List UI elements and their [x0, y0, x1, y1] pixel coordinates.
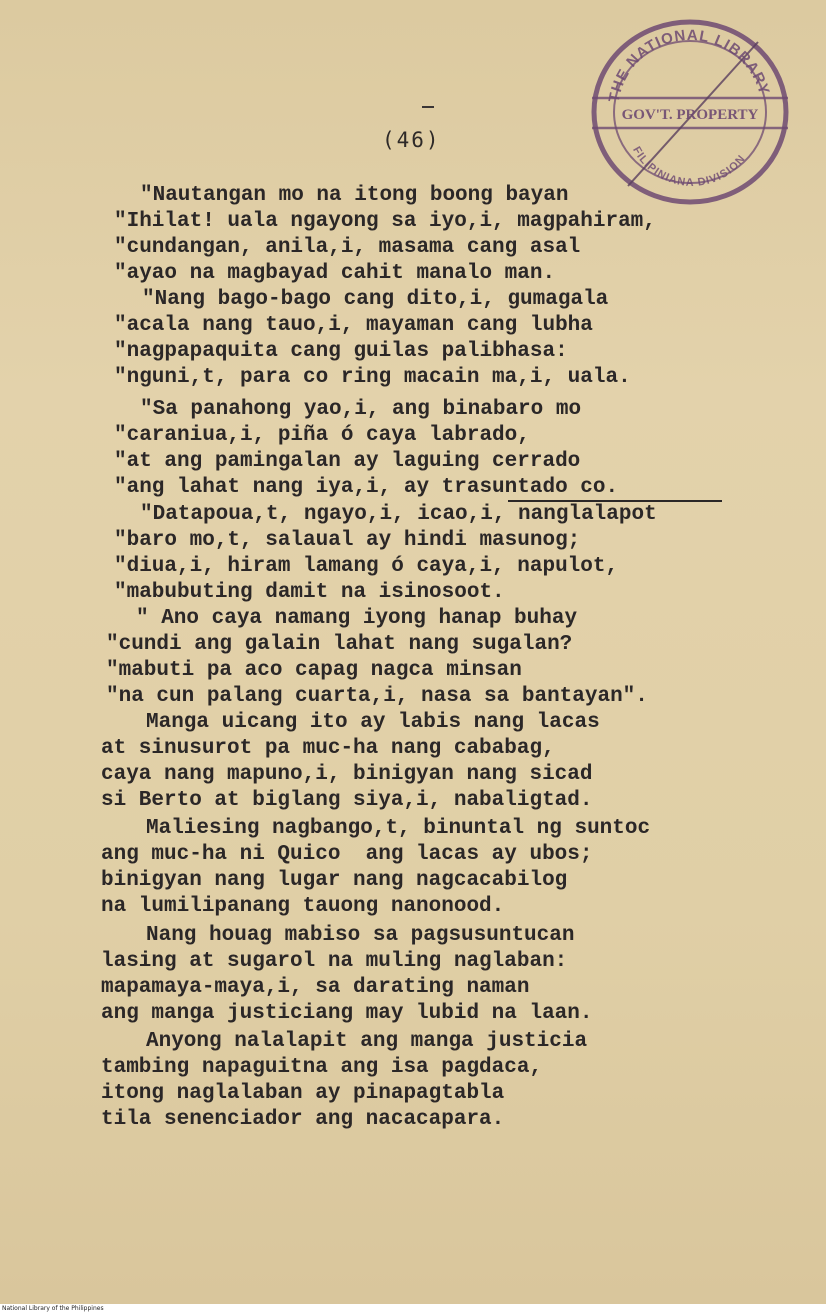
text-line: "mabuti pa aco capag nagca minsan [106, 659, 522, 682]
text-line: tambing napaguitna ang isa pagdaca, [101, 1056, 543, 1079]
text-line: "ayao na magbayad cahit manalo man. [114, 262, 556, 285]
text-line: itong naglalaban ay pinapagtabla [101, 1082, 505, 1105]
text-line: "baro mo,t, salaual ay hindi masunog; [114, 529, 581, 552]
text-line: mapamaya-maya,i, sa darating naman [101, 976, 530, 999]
text-line: "caraniua,i, piña ó caya labrado, [114, 424, 530, 447]
stamp-top-text: THE NATIONAL LIBRARY [605, 26, 773, 104]
text-line: " Ano caya namang iyong hanap buhay [136, 607, 578, 630]
text-line: ang muc-ha ni Quico ang lacas ay ubos; [101, 843, 593, 866]
text-line: si Berto at biglang siya,i, nabaligtad. [101, 789, 593, 812]
footer-credit: National Library of the Philippines [2, 1305, 104, 1312]
text-line: "nagpapaquita cang guilas palibhasa: [114, 340, 568, 363]
handwritten-underline [508, 500, 722, 502]
text-line: "Datapoua,t, ngayo,i, icao,i, nanglalapot [140, 503, 657, 526]
page-number: (46) [382, 128, 441, 152]
text-line: "cundangan, anila,i, masama cang asal [114, 236, 581, 259]
text-line: "ang lahat nang iya,i, ay trasuntado co. [114, 476, 619, 499]
text-line: Maliesing nagbango,t, binuntal ng suntoc [146, 817, 651, 840]
text-line: Nang houag mabiso sa pagsusuntucan [146, 924, 575, 947]
text-line: caya nang mapuno,i, binigyan nang sicad [101, 763, 593, 786]
stamp-band-text: GOV'T. PROPERTY [621, 107, 759, 123]
stamp-bottom-text: FILIPINIANA DIVISION [630, 144, 749, 189]
text-line: "acala nang tauo,i, mayaman cang lubha [114, 314, 593, 337]
text-line: Manga uicang ito ay labis nang lacas [146, 711, 600, 734]
text-line: "cundi ang galain lahat nang sugalan? [106, 633, 573, 656]
text-line: na lumilipanang tauong nanonood. [101, 895, 505, 918]
text-line: "mabubuting damit na isinosoot. [114, 581, 505, 604]
text-line: binigyan nang lugar nang nagcacabilog [101, 869, 568, 892]
text-line: at sinusurot pa muc-ha nang cababag, [101, 737, 555, 760]
text-line: "na cun palang cuarta,i, nasa sa bantayan". [106, 685, 648, 708]
text-line: "Ihilat! uala ngayong sa iyo,i, magpahiram, [114, 210, 656, 233]
text-line: "nguni,t, para co ring macain ma,i, uala. [114, 366, 631, 389]
text-line: "Sa panahong yao,i, ang binabaro mo [140, 398, 582, 421]
text-line: "at ang pamingalan ay laguing cerrado [114, 450, 581, 473]
text-line: ang manga justiciang may lubid na laan. [101, 1002, 593, 1025]
text-line: "Nautangan mo na itong boong bayan [140, 184, 569, 207]
text-line: tila senenciador ang nacacapara. [101, 1108, 505, 1131]
text-line: "Nang bago-bago cang dito,i, gumagala [142, 288, 609, 311]
text-line: "diua,i, hiram lamang ó caya,i, napulot, [114, 555, 619, 578]
text-line: lasing at sugarol na muling naglaban: [101, 950, 568, 973]
footer-strip [0, 1304, 826, 1313]
text-line: Anyong nalalapit ang manga justicia [146, 1030, 588, 1053]
